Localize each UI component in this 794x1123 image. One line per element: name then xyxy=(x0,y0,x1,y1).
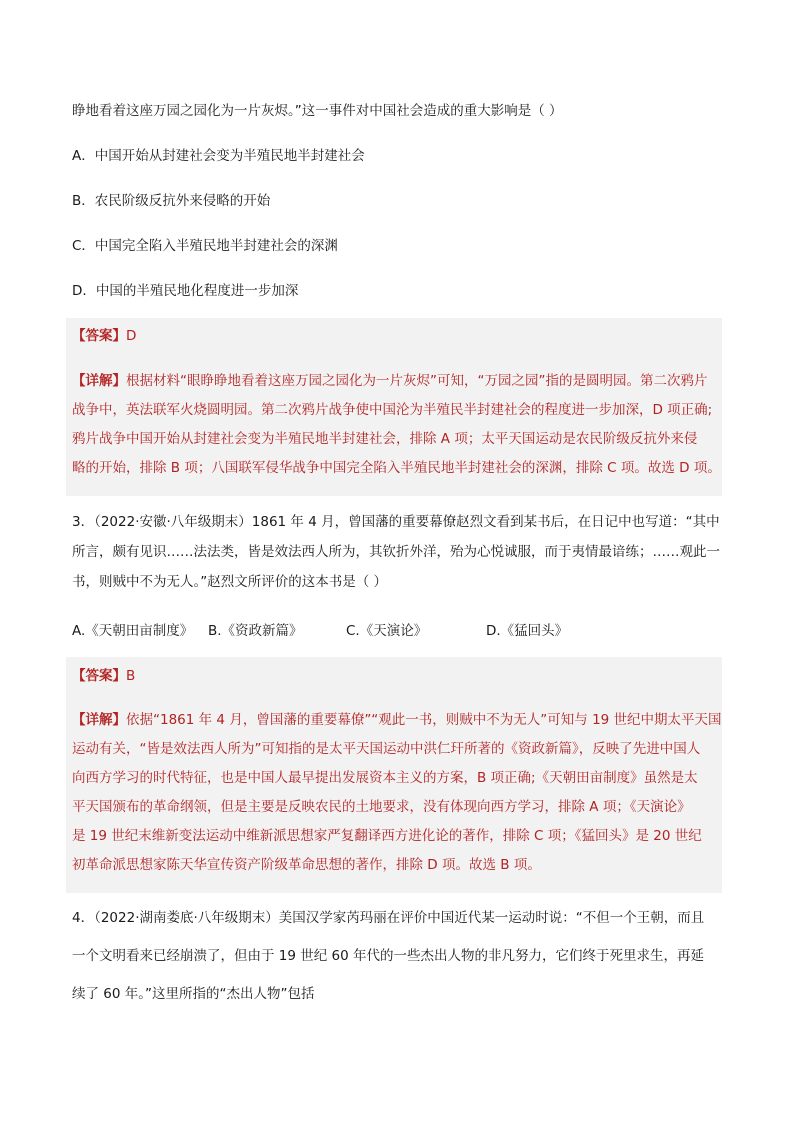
q3-detail-line-3: 向西方学习的时代特征，也是中国人最早提出发展资本主义的方案，B 项正确;《天朝田亩制度》虽然是太 xyxy=(72,770,698,786)
q2-detail-line-1: 【详解】根据材料“眼睁睁地看着这座万园之园化为一片灰烬”可知，“万园之园”指的是圆明园。第二次鸦片 xyxy=(72,373,708,389)
question-3-line-2: 所言，颇有见识……法法类，皆是效法西人所为，其钦折外洋，殆为心悦诚服，而于夷情最谙练；……观此一 xyxy=(72,544,720,560)
q2-detail-line-4: 略的开始，排除 B 项；八国联军侵华战争中国完全陷入半殖民地半封建社会的深渊，排除 C 项。故选 D 项。 xyxy=(72,460,721,476)
q3-option-c: C.《天演论》 xyxy=(346,623,428,639)
q2-answer-block xyxy=(66,318,722,496)
q3-detail-line-2: 运动有关，“皆是效法西人所为”可知指的是太平天国运动中洪仁玕所著的《资政新篇》，反映了先进中国人 xyxy=(72,741,701,757)
question-3-line-3: 书，则贼中不为无人。”赵烈文所评价的这本书是（ ） xyxy=(72,574,388,590)
q2-option-b: B．农民阶级反抗外来侵略的开始 xyxy=(72,193,271,209)
answer-value: B xyxy=(126,668,136,684)
q3-option-b: B.《资政新篇》 xyxy=(208,623,303,639)
question-4-line-2: 一个文明看来已经崩溃了，但由于 19 世纪 60 年代的一些杰出人物的非凡努力，它们终于死里求生，再延 xyxy=(72,948,705,964)
question-4-line-1: 4．（2022·湖南娄底·八年级期末）美国汉学家芮玛丽在评价中国近代某一运动时说：“不但一个王朝，而且 xyxy=(72,910,705,926)
q3-detail-line-4: 平天国颁布的革命纲领，但是主要是反映农民的土地要求，没有体现向西方学习，排除 A 项；《天演论》 xyxy=(72,799,691,815)
q3-answer-block xyxy=(66,657,722,893)
answer-label: 【答案】 xyxy=(72,668,126,684)
q2-option-a: A．中国开始从封建社会变为半殖民地半封建社会 xyxy=(72,148,365,164)
q3-answer xyxy=(72,666,135,686)
q2-answer xyxy=(72,326,136,346)
detail-label: 【详解】 xyxy=(72,373,126,389)
answer-value: D xyxy=(126,328,137,344)
detail-label: 【详解】 xyxy=(72,712,126,728)
question-4-line-3: 续了 60 年。”这里所指的“杰出人物”包括 xyxy=(72,986,315,1002)
q2-option-d: D．中国的半殖民地化程度进一步加深 xyxy=(72,283,299,299)
q3-detail-line-5: 是 19 世纪末维新变法运动中维新派思想家严复翻译西方进化论的著作，排除 C 项；《猛回头》是 20 世纪 xyxy=(72,828,702,844)
q3-detail-line-1: 【详解】依据“1861 年 4 月，曾国藩的重要幕僚”“观此一书，则贼中不为无人”可知与 19 世纪中期太平天国 xyxy=(72,712,722,728)
q3-detail-line-6: 初革命派思想家陈天华宣传资产阶级革命思想的著作，排除 D 项。故选 B 项。 xyxy=(72,857,541,873)
q3-option-a: A.《天朝田亩制度》 xyxy=(72,623,194,639)
q2-option-c: C．中国完全陷入半殖民地半封建社会的深渊 xyxy=(72,238,338,254)
q2-detail-line-2: 战争中，英法联军火烧圆明园。第二次鸦片战争使中国沦为半殖民半封建社会的程度进一步加深，D 项正确; xyxy=(72,402,713,418)
question-3-line-1: 3．（2022·安徽·八年级期末）1861 年 4 月，曾国藩的重要幕僚赵烈文看到某书后，在日记中也写道：“其中 xyxy=(72,514,720,530)
question-2-stem: 睁地看着这座万园之园化为一片灰烬。”这一事件对中国社会造成的重大影响是（ ） xyxy=(72,103,563,119)
answer-label: 【答案】 xyxy=(72,328,126,344)
q2-detail-line-3: 鸦片战争中国开始从封建社会变为半殖民地半封建社会，排除 A 项；太平天国运动是农民阶级反抗外来侵 xyxy=(72,431,698,447)
q3-option-d: D.《猛回头》 xyxy=(486,623,569,639)
